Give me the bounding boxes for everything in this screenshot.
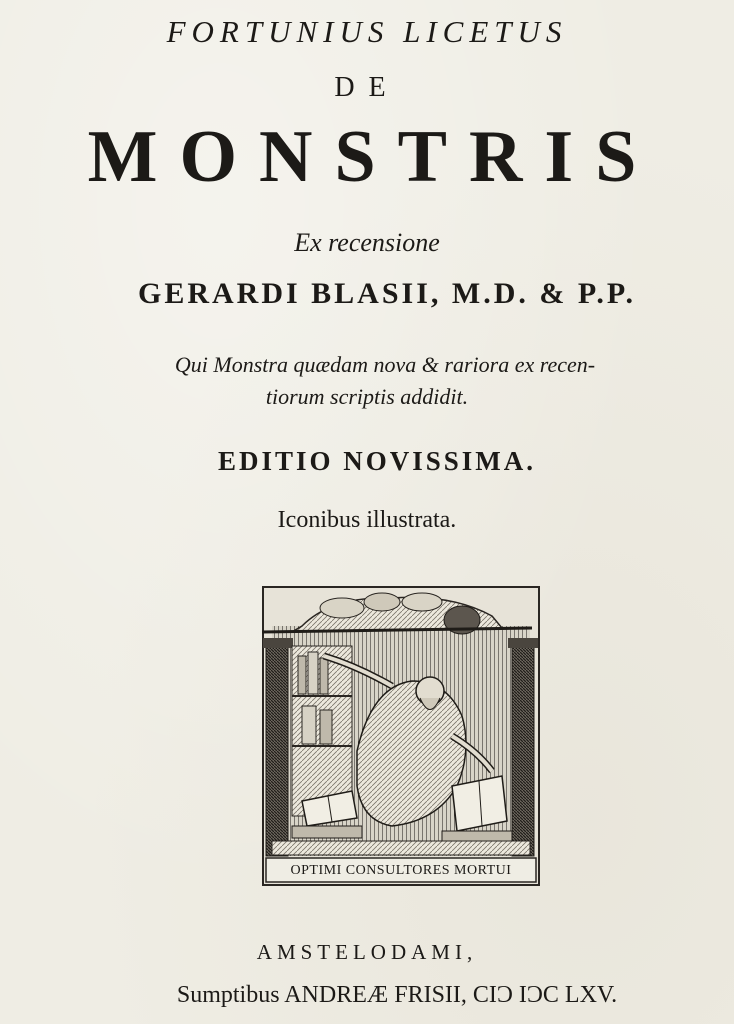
emblem-engraving-icon — [262, 586, 540, 886]
author-name: FORTUNIUS LICETUS — [166, 14, 568, 49]
ex-recensione: Ex recensione — [294, 228, 440, 257]
emblem-motto: OPTIMI CONSULTORES MORTUI — [290, 863, 512, 878]
editor-name: GERARDI BLASII, M.D. & P.P. — [137, 277, 636, 310]
de-word: DE — [334, 72, 400, 103]
description-line-2: tiorum scriptis addidit. — [265, 384, 469, 409]
illustrated-note: Iconibus illustrata. — [277, 507, 457, 533]
book-title: MONSTRIS — [87, 116, 659, 198]
imprint-publisher: Sumptibus ANDREÆ FRISII, CIƆ IƆC LXV. — [176, 982, 618, 1008]
imprint-city: AMSTELODAMI, — [256, 940, 478, 964]
edition-statement: EDITIO NOVISSIMA. — [217, 446, 537, 476]
description-line-1: Qui Monstra quædam nova & rariora ex recen- — [174, 352, 596, 377]
